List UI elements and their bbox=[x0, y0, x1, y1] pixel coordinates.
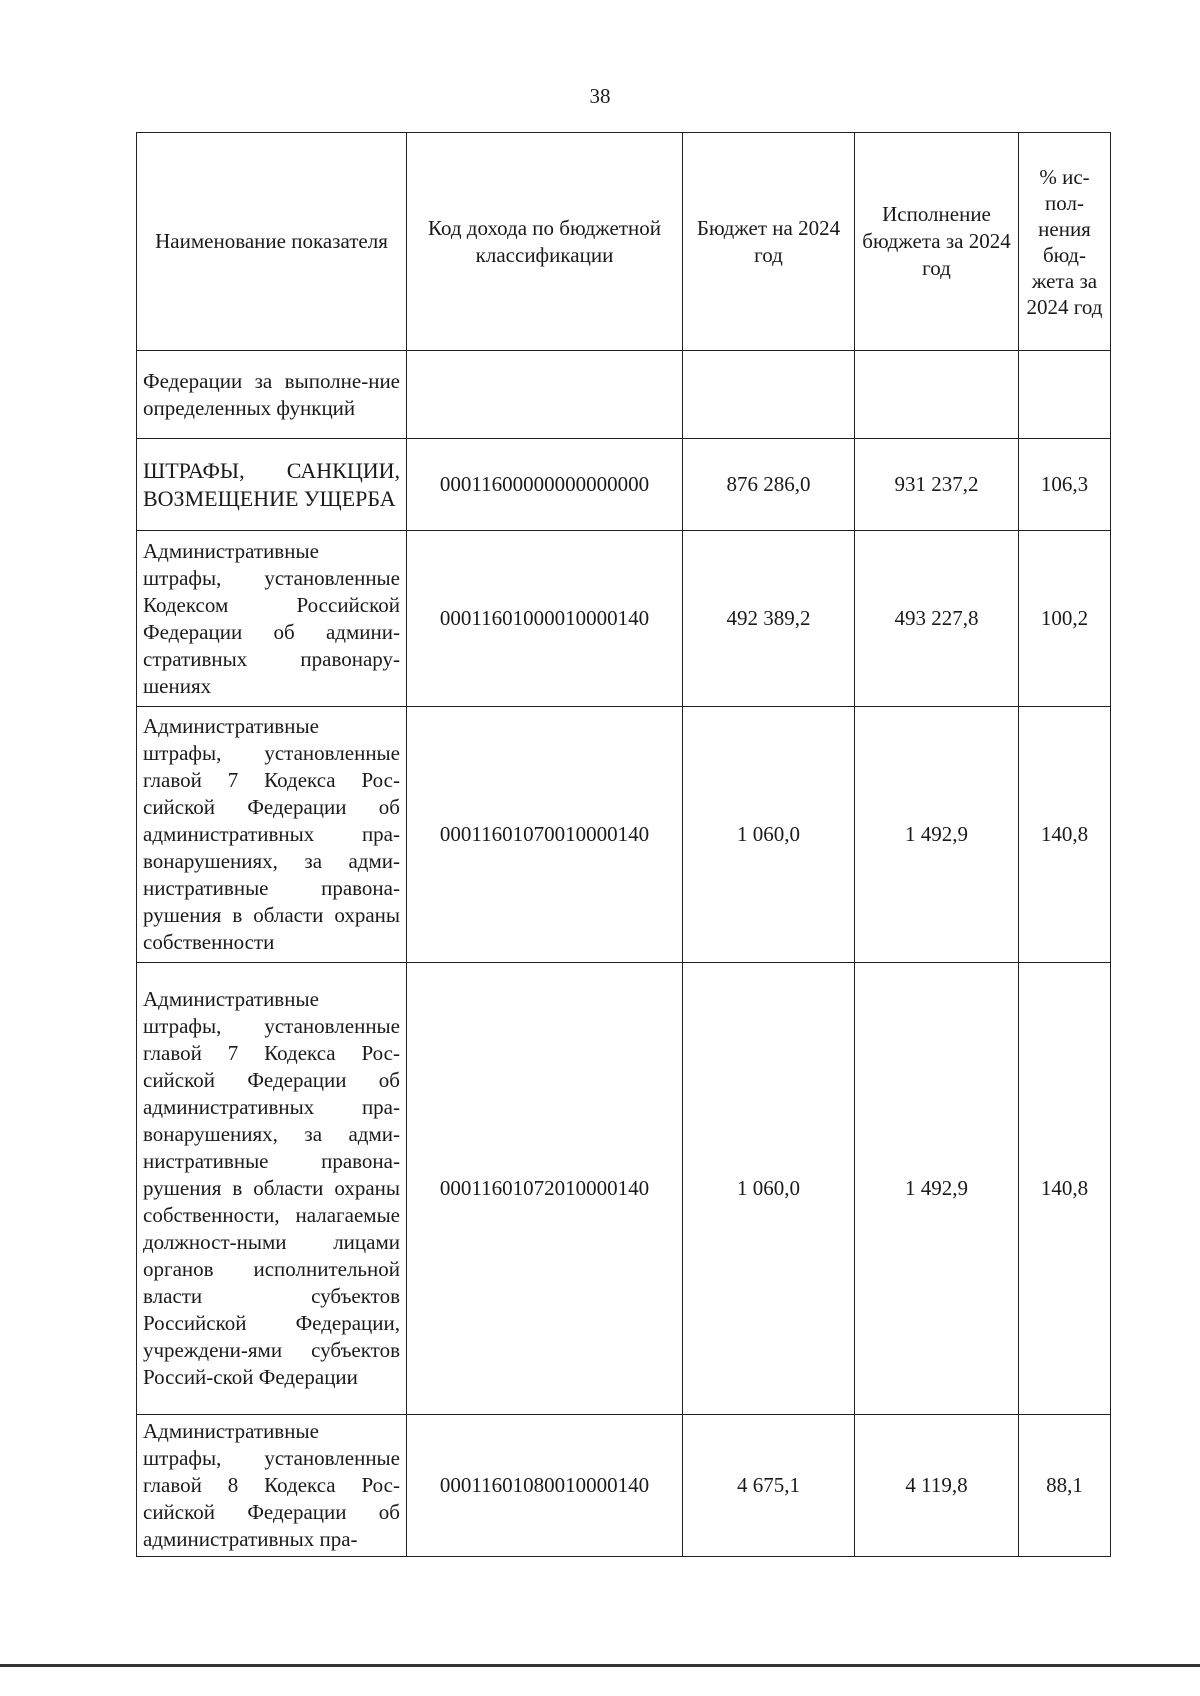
row-percent: 100,2 bbox=[1019, 531, 1111, 707]
row-name: Федерации за выполне-ние определенных функций bbox=[137, 351, 407, 439]
budget-execution-table bbox=[136, 132, 1111, 1557]
row-percent: 106,3 bbox=[1019, 439, 1111, 531]
header-execution: Исполнение бюджета за 2024 год bbox=[855, 133, 1019, 351]
row-name: Административные штрафы, установленные главой 7 Кодекса Рос-сийской Федерации об административных пра-вонарушениях, за адми-нистративные правона-рушения в области охраны собственности bbox=[137, 707, 407, 963]
table-row bbox=[137, 351, 1111, 439]
row-percent: 140,8 bbox=[1019, 707, 1111, 963]
row-name: ШТРАФЫ, САНКЦИИ, ВОЗМЕЩЕНИЕ УЩЕРБА bbox=[137, 439, 407, 531]
row-budget bbox=[683, 351, 855, 439]
row-name: Административные штрафы, установленные главой 8 Кодекса Рос-сийской Федерации об административных пра- bbox=[137, 1415, 407, 1557]
row-execution: 1 492,9 bbox=[855, 963, 1019, 1415]
row-budget: 4 675,1 bbox=[683, 1415, 855, 1557]
row-execution: 493 227,8 bbox=[855, 531, 1019, 707]
header-code: Код дохода по бюджетной классификации bbox=[407, 133, 683, 351]
table-row bbox=[137, 707, 1111, 963]
row-execution bbox=[855, 351, 1019, 439]
row-percent: 88,1 bbox=[1019, 1415, 1111, 1557]
row-code: 00011600000000000000 bbox=[407, 439, 683, 531]
row-name: Административные штрафы, установленные главой 7 Кодекса Рос-сийской Федерации об административных пра-вонарушениях, за адми-нистративные правона-рушения в области охраны собственности, налагаемые должност-ными лицами органов исполнительной власти субъектов Российской Федерации, учреждени-ями субъектов Россий-ской Федерации bbox=[137, 963, 407, 1415]
page-bottom-rule bbox=[0, 1664, 1200, 1667]
row-code bbox=[407, 351, 683, 439]
row-code: 00011601072010000140 bbox=[407, 963, 683, 1415]
row-code: 00011601000010000140 bbox=[407, 531, 683, 707]
table-row bbox=[137, 439, 1111, 531]
row-budget: 1 060,0 bbox=[683, 963, 855, 1415]
row-percent bbox=[1019, 351, 1111, 439]
row-percent: 140,8 bbox=[1019, 963, 1111, 1415]
table-row bbox=[137, 1415, 1111, 1557]
page-number: 38 bbox=[589, 84, 611, 108]
row-budget: 1 060,0 bbox=[683, 707, 855, 963]
row-budget: 492 389,2 bbox=[683, 531, 855, 707]
header-name: Наименование показателя bbox=[137, 133, 407, 351]
row-code: 00011601070010000140 bbox=[407, 707, 683, 963]
row-budget: 876 286,0 bbox=[683, 439, 855, 531]
row-name: Административные штрафы, установленные Кодексом Российской Федерации об админи-стративных правонару-шениях bbox=[137, 531, 407, 707]
header-percent: % ис-пол-нения бюд-жета за 2024 год bbox=[1019, 133, 1111, 351]
row-code: 00011601080010000140 bbox=[407, 1415, 683, 1557]
header-budget: Бюджет на 2024 год bbox=[683, 133, 855, 351]
row-execution: 931 237,2 bbox=[855, 439, 1019, 531]
table-row bbox=[137, 531, 1111, 707]
row-execution: 4 119,8 bbox=[855, 1415, 1019, 1557]
table-row bbox=[137, 963, 1111, 1415]
table-header-row bbox=[137, 133, 1111, 351]
row-execution: 1 492,9 bbox=[855, 707, 1019, 963]
